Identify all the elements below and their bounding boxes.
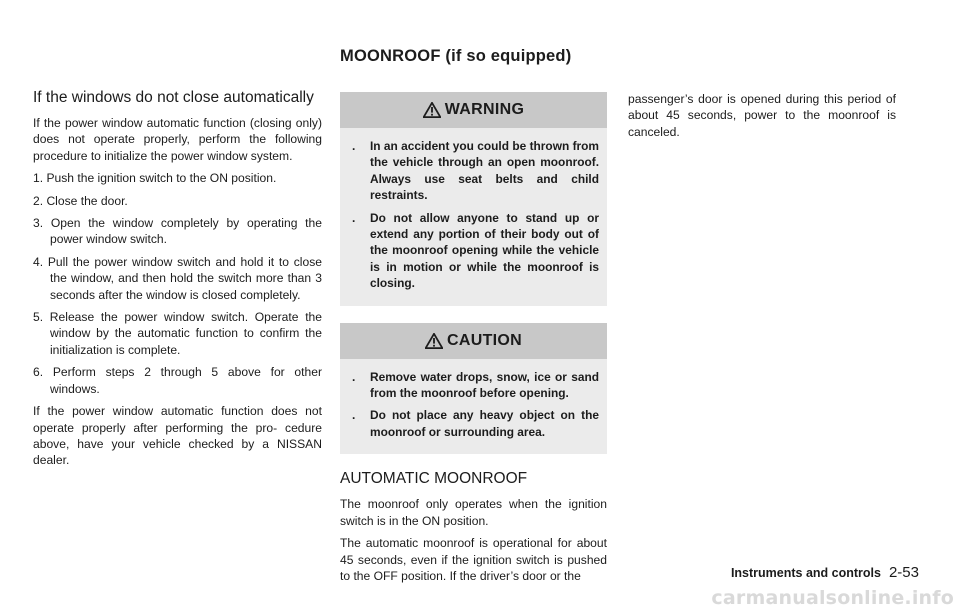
intro-paragraph: If the power window automatic function (closing only) does not operate properly, perform the following procedure to initialize the power window system. — [33, 116, 322, 163]
warning-triangle-icon — [423, 102, 441, 118]
right-column — [628, 91, 896, 146]
warning-header — [340, 92, 607, 128]
caution-title: CAUTION — [447, 331, 522, 349]
caution-item: . Do not place any heavy object on the moonroof or surrounding area. — [352, 408, 599, 439]
moonroof-paragraph: The automatic moonroof is operational for about 45 seconds, even if the ignition switch is pushed to the OFF position. If the driver’s door or the — [340, 536, 607, 583]
bullet: . — [352, 369, 356, 384]
steps-list — [33, 170, 322, 397]
bullet: . — [352, 139, 356, 153]
warning-list — [340, 128, 607, 292]
step-2: 2. Close the door. — [33, 193, 128, 208]
page-number: 2-53 — [888, 564, 919, 581]
continuation-paragraph: passenger’s door is opened during this period of about 45 seconds, power to the moonroof is canceled. — [628, 92, 896, 139]
warning-box — [340, 92, 607, 306]
warning-triangle-icon — [425, 333, 443, 349]
warning-item: . In an accident you could be thrown from the vehicle through an open moonroof. Always use seat belts and child restraints. — [352, 139, 599, 203]
footer-section-name: Instruments and controls — [730, 566, 881, 580]
warning-item: . Do not allow anyone to stand up or extend any portion of their body out of the moonroof opening while the vehicle is in motion or while the moonroof is closing. — [352, 210, 599, 291]
step-6: 6. Perform steps 2 through 5 above for other windows. — [33, 365, 322, 396]
page-title: MOONROOF (if so equipped) — [340, 47, 572, 65]
caution-list — [340, 359, 607, 441]
step-5: 5. Release the power window switch. Operate the window by the automatic function to confirm the initialization is complete. — [33, 310, 322, 357]
step-1: 1. Push the ignition switch to the ON position. — [33, 171, 277, 186]
caution-item: . Remove water drops, snow, ice or sand from the moonroof before opening. — [352, 369, 599, 401]
watermark: carmanualsonline.info — [711, 587, 954, 609]
bullet: . — [352, 408, 356, 423]
left-column — [33, 88, 322, 475]
windows-close-heading: If the windows do not close automatically — [33, 89, 314, 106]
closing-paragraph: If the power window automatic function does not operate properly after performing the pro- cedure above, have your vehicle checked by a NISSAN dealer. — [33, 404, 322, 468]
page-footer — [731, 564, 919, 581]
moonroof-paragraph: The moonroof only operates when the ignition switch is in the ON position. — [340, 497, 607, 528]
step-4: 4. Pull the power window switch and hold it to close the window, and then hold the switch more than 3 seconds after the window is closed completely. — [33, 254, 322, 302]
step-3: 3. Open the window completely by operating the power window switch. — [33, 216, 322, 247]
bullet: . — [352, 210, 356, 225]
caution-header — [340, 323, 607, 359]
caution-box — [340, 323, 607, 455]
automatic-moonroof-heading: AUTOMATIC MOONROOF — [340, 470, 528, 488]
warning-title: WARNING — [444, 101, 525, 118]
middle-column — [340, 88, 607, 590]
